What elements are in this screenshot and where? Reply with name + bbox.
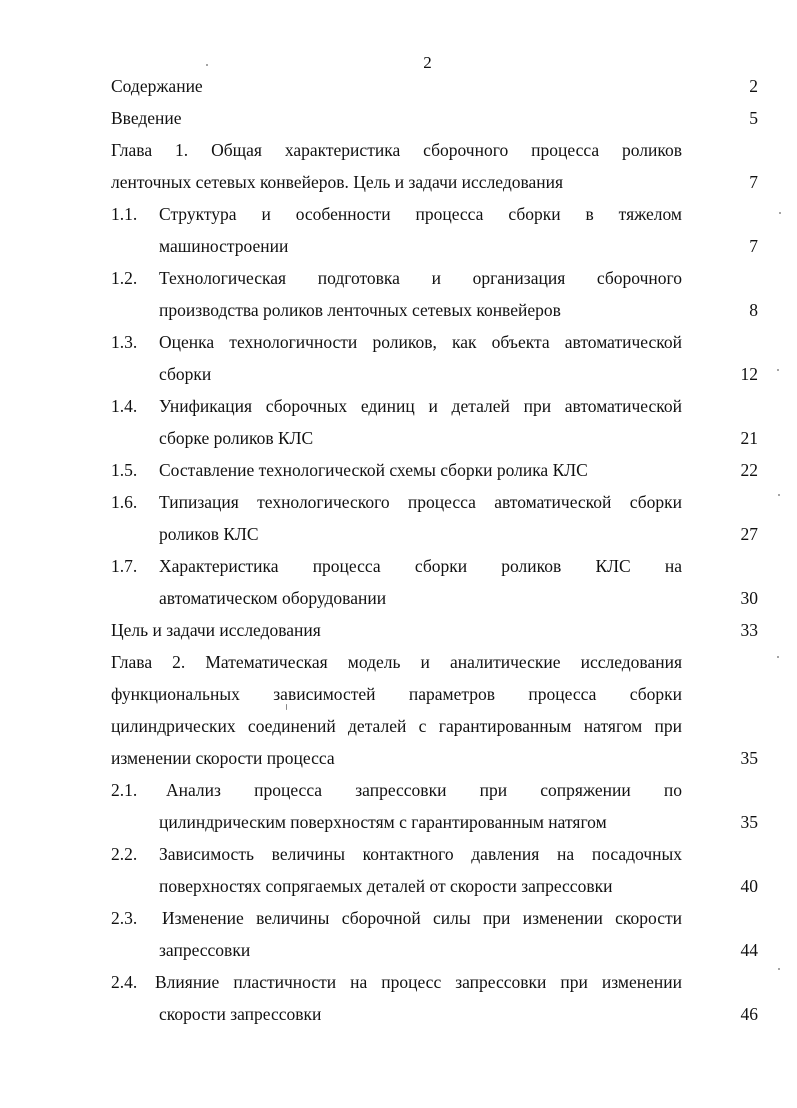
toc-entry-number: 1.5.: [111, 460, 138, 480]
toc-entry-number: 2.2.: [111, 844, 138, 864]
page-number: 2: [423, 53, 432, 72]
toc-entry-title: Составление технологической схемы сборки ролика КЛС: [159, 460, 588, 480]
toc-entry-title-line: Технологическая подготовка и организация сборочного: [159, 268, 682, 288]
toc-entry-page: 7: [749, 172, 758, 192]
toc-entry-page: 33: [740, 620, 758, 640]
toc-entry-number: 1.6.: [111, 492, 138, 512]
toc-entry-title: Цель и задачи исследования: [111, 620, 321, 640]
scan-speck: [286, 704, 287, 710]
toc-entry-title-line: Влияние пластичности на процесс запрессовки при изменении: [155, 972, 682, 992]
toc-entry-page: 27: [740, 524, 758, 544]
toc-entry-title-line: изменении скорости процесса: [111, 748, 335, 768]
toc-entry-page: 35: [740, 812, 758, 832]
toc-entry-page: 35: [740, 748, 758, 768]
toc-entry-title-line: сборки: [159, 364, 212, 384]
toc-entry-title-line: производства роликов ленточных сетевых конвейеров: [159, 300, 561, 320]
toc-entry-title-line: цилиндрических соединений деталей с гарантированным натягом при: [111, 716, 682, 736]
toc-entry-number: 1.4.: [111, 396, 138, 416]
toc-entry-title-line: Типизация технологического процесса автоматической сборки: [159, 492, 682, 512]
toc-entry-title: Содержание: [111, 76, 203, 96]
toc-entry-title-line: Унификация сборочных единиц и деталей при автоматической: [159, 396, 682, 416]
toc-entry-page: 22: [740, 460, 758, 480]
toc-entry-page: 46: [740, 1004, 758, 1024]
scan-speck: [777, 656, 779, 658]
scan-speck: [778, 494, 780, 496]
toc-entry-title: Введение: [111, 108, 182, 128]
scan-speck: [777, 369, 779, 371]
toc-entry-title-line: сборке роликов КЛС: [159, 428, 314, 448]
toc-entry-number: 1.2.: [111, 268, 138, 288]
toc-entry-number: 2.4.: [111, 972, 138, 992]
toc-entry-title-line: Оценка технологичности роликов, как объекта автоматической: [159, 332, 682, 352]
toc-entry-page: 8: [749, 300, 758, 320]
toc-entry-number: 2.1.: [111, 780, 138, 800]
toc-entry-title-line: Зависимость величины контактного давления на посадочных: [159, 844, 682, 864]
toc-entry-number: 1.1.: [111, 204, 138, 224]
toc-entry-title-line: скорости запрессовки: [159, 1004, 322, 1024]
scan-speck: [778, 968, 780, 970]
toc-entry-title-line: автоматическом оборудовании: [159, 588, 387, 608]
toc-entry-title-line: Изменение величины сборочной силы при изменении скорости: [162, 908, 682, 928]
toc-entry-title-line: Анализ процесса запрессовки при сопряжении по: [166, 780, 682, 800]
toc-entry-title-line: роликов КЛС: [159, 524, 259, 544]
toc-entry-title-line: Глава 1. Общая характеристика сборочного процесса роликов: [111, 140, 682, 160]
toc-entry-title-line: Характеристика процесса сборки роликов КЛС на: [159, 556, 682, 576]
toc-entry-page: 12: [740, 364, 758, 384]
toc-entry-title-line: запрессовки: [159, 940, 251, 960]
toc-entry-number: 1.3.: [111, 332, 138, 352]
toc-entry-title-line: поверхностях сопрягаемых деталей от скорости запрессовки: [159, 876, 613, 896]
toc-entry-page: 21: [740, 428, 758, 448]
toc-entry-page: 40: [740, 876, 758, 896]
toc-entry-page: 44: [740, 940, 758, 960]
toc-entry-title-line: Глава 2. Математическая модель и аналитические исследования: [111, 652, 682, 672]
toc-entry-title-line: Структура и особенности процесса сборки в тяжелом: [159, 204, 682, 224]
toc-entry-page: 7: [749, 236, 758, 256]
toc-entry-title-line: цилиндрическим поверхностям с гарантированным натягом: [159, 812, 607, 832]
toc-entry-title-line: функциональных зависимостей параметров процесса сборки: [111, 684, 682, 704]
toc-entry-page: 2: [749, 76, 758, 96]
scan-speck: [779, 212, 781, 214]
toc-entry-page: 5: [749, 108, 758, 128]
toc-entry-page: 30: [740, 588, 758, 608]
scan-speck: [206, 64, 208, 66]
toc-entry-title-line: машиностроении: [159, 236, 289, 256]
toc-entry-title-line: ленточных сетевых конвейеров. Цель и задачи исследования: [111, 172, 564, 192]
toc-entry-number: 1.7.: [111, 556, 138, 576]
toc-entry-number: 2.3.: [111, 908, 138, 928]
